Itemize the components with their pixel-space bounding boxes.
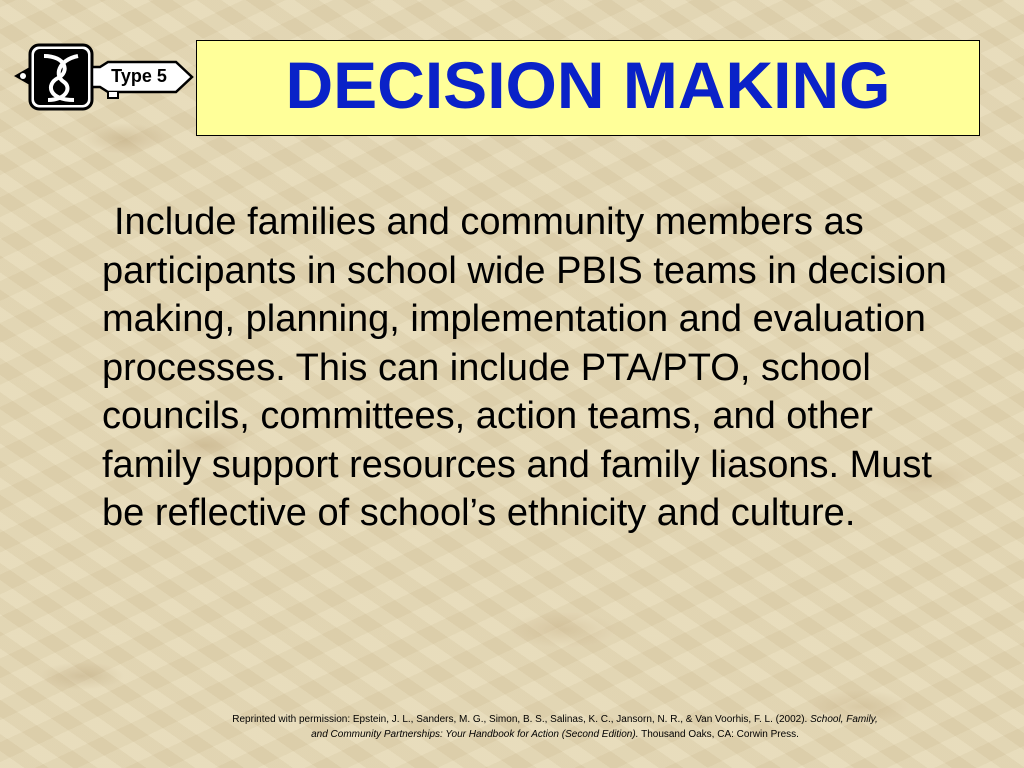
title-box <box>196 40 980 136</box>
citation <box>160 712 950 742</box>
citation-suffix: Thousand Oaks, CA: Corwin Press. <box>638 729 799 740</box>
key-type-label: Type 5 <box>111 66 167 86</box>
citation-italic-2: and Community Partnerships: Your Handbook for Action (Second Edition). <box>311 729 639 740</box>
citation-prefix: Reprinted with permission: Epstein, J. L., Sanders, M. G., Simon, B. S., Salinas, K. C., Jansorn, N. R., & Van Voorhis, F. L. (2002). <box>232 714 811 725</box>
citation-italic-1: School, Family, <box>810 714 878 725</box>
slide-title: DECISION MAKING <box>285 48 891 122</box>
body-paragraph: Include families and community members as participants in school wide PBIS teams in decision making, planning, implementation and evaluation processes. This can include PTA/PTO, school councils, committees, action teams, and other family support resources and family liasons. Must be reflective of school’s ethnicity and culture. <box>102 201 947 534</box>
